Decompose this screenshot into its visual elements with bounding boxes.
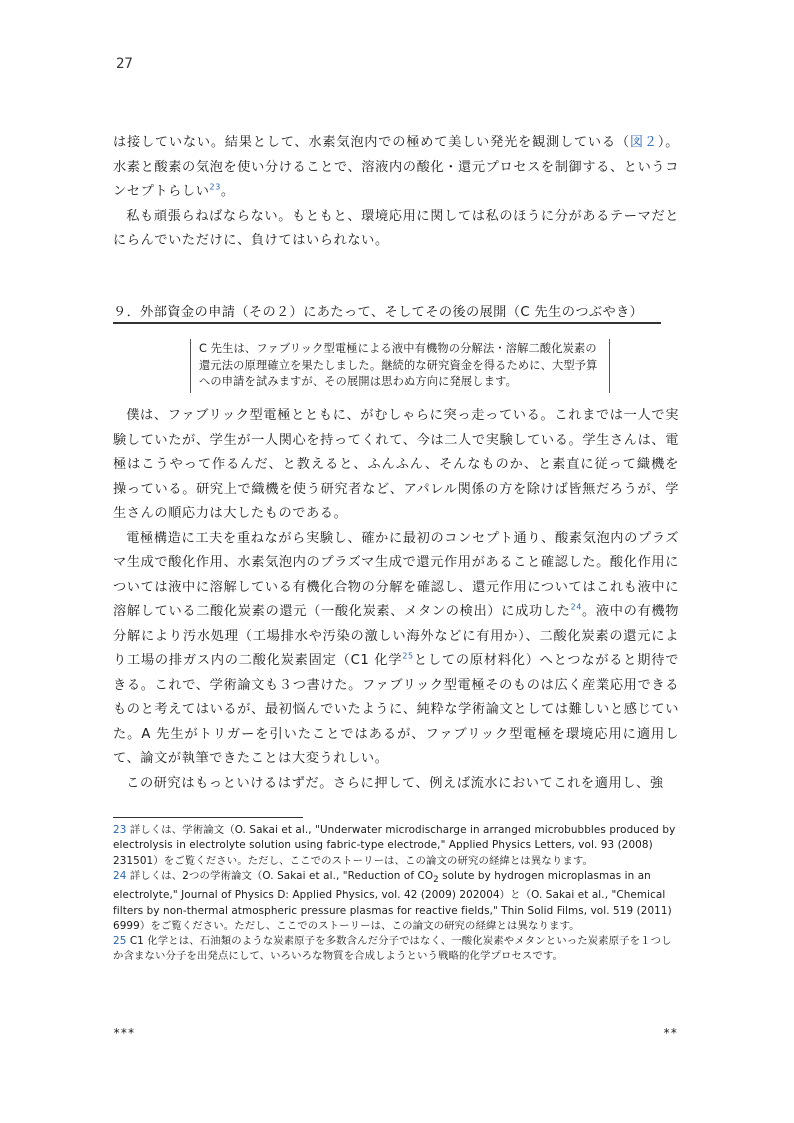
intro-text [113,131,679,254]
text-run: は接していない。結果として、水素気泡内での極めて美しい発光を観測している（ [113,135,630,150]
main-text [113,404,679,796]
text-run: 電極構造に工夫を重ねながら実験し、確かに最初のコンセプト通り、酸素気泡内のプラズマ生成で酸化作用、水素気泡内のプラズマ生成で還元作用があること確認した。酸化作用については液中に溶解している有機化合物の分解を確認し、還元作用についてはこれも液中に溶解している二酸化炭素の還元（一酸化炭素、メタンの検出）に成功した [113,530,679,619]
figure-link[interactable]: 図２ [629,135,658,150]
footer-left-mark: *** [113,1026,135,1040]
footnote-text: 詳しくは、学術論文（O. Sakai et al., "Underwater microdischarge in arranged microbubbles produced by electrolysis in electrolyte solution using fabric-type electrode," Applied Physics Letters, vol. 93 (2008) 231501）をご覧ください。ただし、ここでのストーリーは、この論文の研究の経緯とは異なります。 [113,824,676,867]
text-run: としての原材料化）へとつながると期待できる。これで、学術論文も３つ書けた。ファブリック型電極そのものは広く産業応用できるものと考えてはいるが、最初悩んでいたように、純粋な学術論文としては難しいと感じていた。A 先生がトリガーを引いたことではあるが、ファブリック型電極を環境応用に適用して、論文が執筆できたことは大変うれしい。 [113,653,679,766]
footnote-ref-23[interactable]: 23 [209,182,221,192]
footnote-subscript: 2 [433,874,439,885]
footnote-23 [113,823,681,869]
intro-paragraph-1 [113,131,679,205]
footnotes [113,823,681,965]
intro-paragraph-2: 私も頑張らねばならない。もともと、環境応用に関しては私のほうに分があるテーマだとにらんでいただけに、負けてはいられない。 [113,208,679,248]
footnote-ref-25[interactable]: 25 [402,651,414,661]
footnote-25 [113,934,681,965]
section-heading: ９．外部資金の申請（その２）にあたって、そしてその後の展開（C 先生のつぶやき） [113,301,661,324]
footnote-24 [113,869,681,934]
footnote-text: 詳しくは、2つの学術論文（O. Sakai et al., "Reduction of CO [126,869,434,882]
footnote-text: C1 化学とは、石油類のような炭素原子を多数含んだ分子ではなく、一酸化炭素やメタンといった炭素原子を１つしか含まない分子を出発点にして、いろいろな物質を合成しようという戦略的化学プロセスです。 [113,935,672,963]
main-paragraph-1: 僕は、ファブリック型電極とともに、がむしゃらに突っ走っている。これまでは一人で実験していたが、学生が一人関心を持ってくれて、今は二人で実験している。学生さんは、電極はこうやって作るんだ、と教えると、ふんふん、そんなものか、と素直に従って織機を操っている。研究上で織機を使う研究者など、アパレル関係の方を除けば皆無だろうが、学生さんの順応力は大したものである。 [113,408,679,521]
main-paragraph-2 [113,527,679,772]
footnote-number: 25 [113,935,127,948]
text-run: 。液中の有機物分解により汚水処理（工場排水や汚染の激しい海外などに有用か）、二酸化炭素の還元により工場の排ガス内の二酸化炭素固定（C1 化学 [113,604,680,668]
text-run: ）。水素と酸素の気泡を使い分けることで、溶液内の酸化・還元プロセスを制御する、というコンセプトらしい [113,135,679,199]
footnote-number: 24 [113,869,127,882]
footnote-number: 23 [113,824,127,836]
text-run: 。 [220,184,235,199]
footnote-text: solute by hydrogen microplasmas in an electrolyte," Journal of Physics D: Applied Physics, vol. 42 (2009) 202004）と（O. Sakai et al., "Chemical filters by non-thermal atmospheric pressure plasmas for reactive fields," Thin Solid Films, vol. 519 (2011) 6999）をご覧ください。ただし、ここでのストーリーは、この論文の研究の経緯とは異なります。 [113,869,672,932]
footnote-divider [113,817,303,818]
page-number: 27 [116,56,133,72]
section-summary-box: C 先生は、ファブリック型電極による液中有機物の分解法・溶解二酸化炭素の還元法の原理確立を果たしました。継続的な研究資金を得るために、大型予算への申請を試みますが、その展開は思わぬ方向に発展します。 [190,339,610,393]
footnote-ref-24[interactable]: 24 [570,602,582,612]
main-paragraph-3: この研究はもっといけるはずだ。さらに押して、例えば流水においてこれを適用し、強 [126,775,664,791]
footer-right-mark: ** [663,1026,678,1040]
